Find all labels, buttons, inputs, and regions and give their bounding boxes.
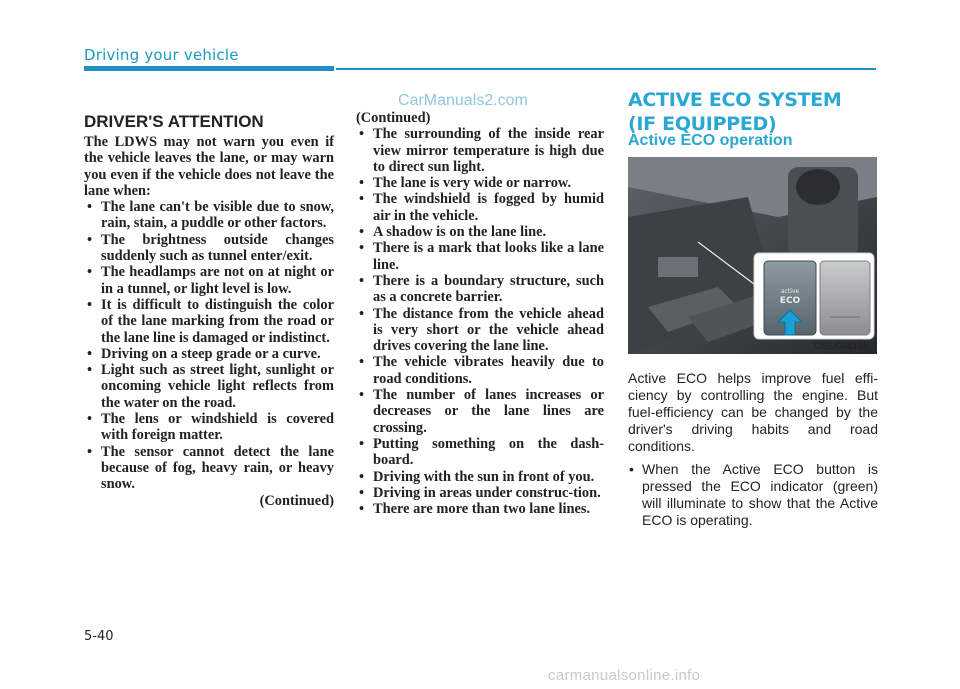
active-eco-title xyxy=(628,88,842,136)
header-rule-thick xyxy=(84,66,334,71)
active-eco-subheading: Active ECO operation xyxy=(628,132,793,149)
list-item: • The vehicle vibrates heavily due to road conditions. xyxy=(356,354,604,387)
right-column-body xyxy=(628,370,878,529)
photo-code: OEU044195 xyxy=(814,341,870,352)
left-column xyxy=(84,134,334,509)
left-list xyxy=(84,199,334,492)
list-item: • The lens or windshield is covered with foreign matter. xyxy=(84,411,334,444)
list-item: • Driving on a steep grade or a curve. xyxy=(84,346,334,362)
list-item: • The sensor cannot detect the lane because of fog, heavy rain, or heavy snow. xyxy=(84,444,334,493)
button-text-active: active xyxy=(780,288,800,295)
list-item: • It is difficult to distinguish the color of the lane marking from the road or the lane line is damaged or indistinct. xyxy=(84,297,334,346)
list-item: • The windshield is fogged by humid air in the vehicle. xyxy=(356,191,604,224)
list-item: • Light such as street light, sunlight or oncoming vehicle light reflects from the water on the road. xyxy=(84,362,334,411)
list-item: • The distance from the vehicle ahead is very short or the vehicle ahead drives covering the lane line. xyxy=(356,306,604,355)
list-item: • The surrounding of the inside rear view mirror temperature is high due to direct sun light. xyxy=(356,126,604,175)
list-item: • Driving in areas under construc-tion. xyxy=(356,485,604,501)
list-item: • The headlamps are not on at night or in a tunnel, or light level is low. xyxy=(84,264,334,297)
button-text-eco: ECO xyxy=(779,296,801,306)
header-rule-thin xyxy=(336,68,876,70)
list-item: • When the Active ECO button is pressed the ECO indicator (green) will illuminate to show that the Active ECO is operating. xyxy=(628,461,878,529)
list-item: • The brightness outside changes suddenly such as tunnel enter/exit. xyxy=(84,232,334,265)
continued-label: (Continued) xyxy=(356,110,431,126)
page-number: 5-40 xyxy=(84,629,114,644)
list-item: • There are more than two lane lines. xyxy=(356,501,604,517)
title-line-2: (IF EQUIPPED) xyxy=(628,113,777,135)
watermark-bottom: carmanualsonline.info xyxy=(548,667,701,684)
list-item: • There is a boundary structure, such as a concrete barrier. xyxy=(356,273,604,306)
list-item: • The lane can't be visible due to snow, rain, stain, a puddle or other factors. xyxy=(84,199,334,232)
left-intro: The LDWS may not warn you even if the vehicle leaves the lane, or may warn you even if the vehicle does not leave the lane when: xyxy=(84,134,334,199)
middle-column xyxy=(356,110,604,517)
watermark-top: CarManuals2.com xyxy=(398,92,528,109)
title-line-1: ACTIVE ECO SYSTEM xyxy=(628,89,842,111)
dashboard-illustration xyxy=(628,157,877,354)
list-item: • Putting something on the dash-board. xyxy=(356,436,604,469)
continued-label: (Continued) xyxy=(259,492,334,509)
list-item: • The number of lanes increases or decreases or the lane lines are crossing. xyxy=(356,387,604,436)
list-item: • Driving with the sun in front of you. xyxy=(356,469,604,485)
eco-list xyxy=(628,461,878,529)
list-item: • There is a mark that looks like a lane line. xyxy=(356,240,604,273)
section-label: Driving your vehicle xyxy=(84,46,239,64)
list-item: • The lane is very wide or narrow. xyxy=(356,175,604,191)
middle-list xyxy=(356,126,604,517)
eco-paragraph: Active ECO helps improve fuel effi-ciency by controlling the engine. But fuel-efficiency can be changed by the driver's driving habits and road conditions. xyxy=(628,370,878,454)
list-item: • A shadow is on the lane line. xyxy=(356,224,604,240)
drivers-attention-heading: DRIVER'S ATTENTION xyxy=(84,112,264,131)
dashboard-photo xyxy=(628,157,877,354)
